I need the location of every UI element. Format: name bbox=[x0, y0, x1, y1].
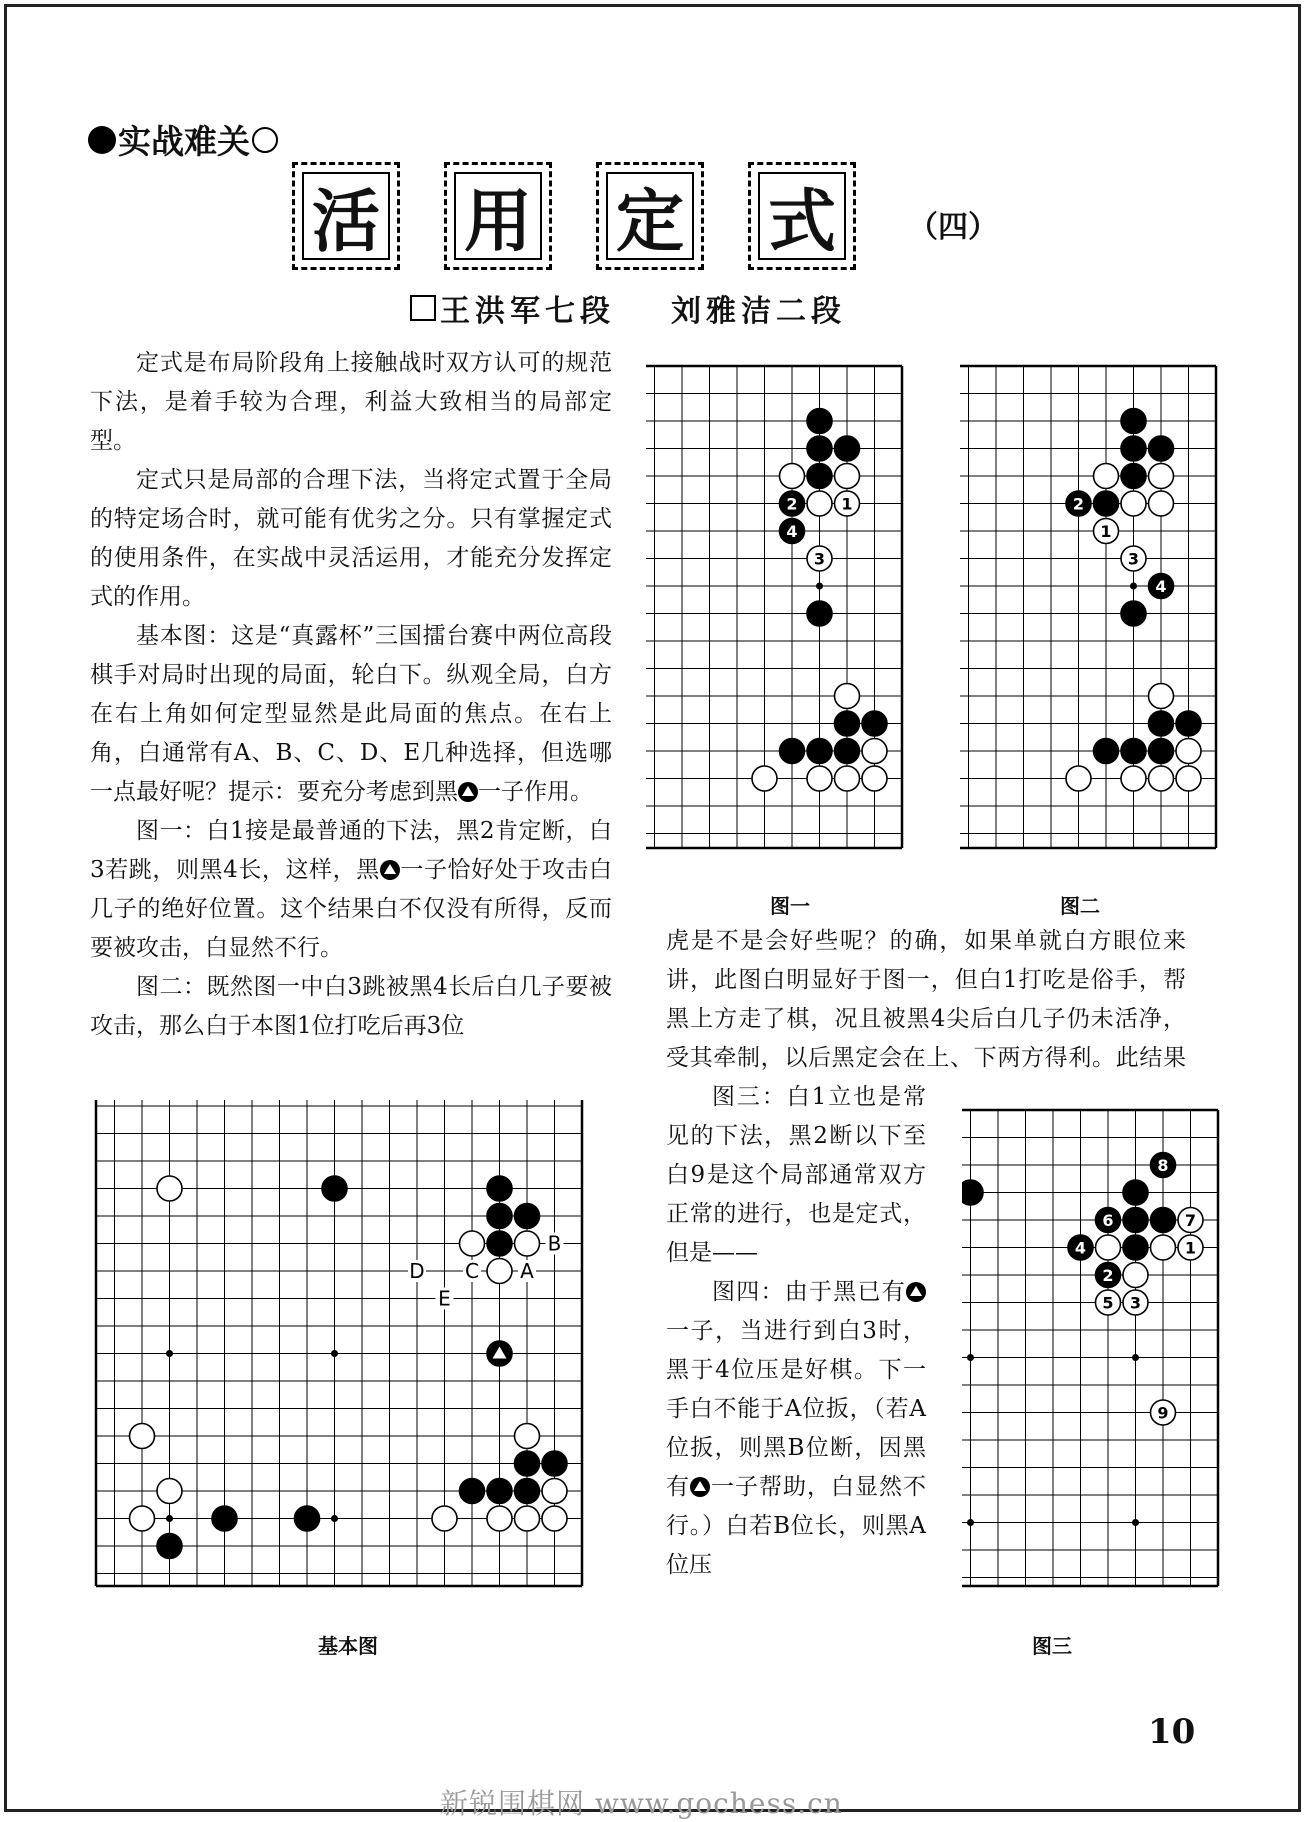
white-stone bbox=[542, 1479, 567, 1504]
black-stone bbox=[807, 409, 832, 434]
watermark: 新锐围棋网 www.gochess.cn bbox=[440, 1787, 843, 1820]
board-label: D bbox=[409, 1259, 425, 1283]
white-stone bbox=[157, 1479, 182, 1504]
star-point bbox=[816, 583, 823, 590]
black-stone bbox=[807, 739, 832, 764]
move-number: 5 bbox=[1102, 1293, 1114, 1313]
black-stone bbox=[835, 739, 860, 764]
black-stone bbox=[1123, 1208, 1148, 1233]
white-stone bbox=[515, 1231, 540, 1256]
narrow-column-text bbox=[666, 1078, 926, 1585]
black-stone bbox=[807, 436, 832, 461]
caption-fig3: 图三 bbox=[1032, 1634, 1072, 1658]
white-stone bbox=[1066, 766, 1091, 791]
paragraph: 图四：由于黑已有一子，当进行到白3时，黑于4位压是好棋。下一手白不能于A位扳，（若A位扳，则黑B位断，因黑有 一子帮助，白显然不行。）白若B位长，则黑A位压 bbox=[666, 1279, 926, 1578]
white-stone bbox=[1149, 684, 1174, 709]
black-stone bbox=[1176, 711, 1201, 736]
black-stone bbox=[460, 1479, 485, 1504]
author-2: 刘雅洁二段 bbox=[671, 294, 846, 329]
paragraph: 定式只是局部的合理下法，当将定式置于全局的特定场合时，就可能有优劣之分。只有掌握定式的使用条件，在实战中灵活运用，才能充分发挥定式的作用。 bbox=[90, 467, 612, 610]
triangle-stone-icon bbox=[380, 860, 400, 880]
move-number: 7 bbox=[1184, 1211, 1197, 1230]
white-stone bbox=[1149, 766, 1174, 791]
star-point bbox=[166, 1515, 173, 1522]
author-1: 王洪军七段 bbox=[440, 294, 615, 329]
move-number: 6 bbox=[1102, 1211, 1114, 1230]
column-label: 实战难关 bbox=[118, 122, 250, 161]
star-point bbox=[967, 1354, 974, 1361]
black-stone bbox=[1149, 436, 1174, 461]
paragraph: 图三：白1立也是常见的下法，黑2断以下至白9是这个局部通常双方正常的进行，也是定式，但是—— bbox=[666, 1084, 926, 1266]
move-number: 1 bbox=[1100, 522, 1112, 541]
black-stone bbox=[1123, 1180, 1148, 1205]
move-number: 2 bbox=[786, 494, 798, 514]
white-stone bbox=[515, 1424, 540, 1449]
black-stone bbox=[1121, 436, 1146, 461]
white-stone bbox=[807, 491, 832, 516]
mid-column-text bbox=[666, 922, 1186, 1078]
diagram-base bbox=[86, 1100, 592, 1596]
white-stone bbox=[130, 1424, 155, 1449]
white-dot-icon bbox=[252, 127, 278, 153]
white-stone bbox=[1121, 491, 1146, 516]
page-number: 10 bbox=[1148, 1712, 1196, 1752]
white-stone bbox=[515, 1506, 540, 1531]
black-stone bbox=[1123, 1235, 1148, 1260]
white-stone bbox=[1149, 491, 1174, 516]
triangle-stone-icon bbox=[458, 782, 478, 802]
paragraph: 图二：既然图一中白3跳被黑4长后白几子要被攻击，那么白于本图1位打吃后再3位 bbox=[90, 974, 612, 1039]
diagram-fig1 bbox=[646, 356, 912, 858]
black-stone bbox=[515, 1479, 540, 1504]
black-stone bbox=[487, 1231, 512, 1256]
black-stone bbox=[780, 739, 805, 764]
black-stone bbox=[322, 1176, 347, 1201]
white-stone bbox=[780, 464, 805, 489]
move-number: 4 bbox=[1155, 577, 1167, 596]
board-label: B bbox=[547, 1231, 562, 1256]
white-stone bbox=[862, 739, 887, 764]
black-stone bbox=[1121, 409, 1146, 434]
move-number: 3 bbox=[1129, 1293, 1142, 1313]
white-stone bbox=[1176, 739, 1201, 764]
title-char: 式 bbox=[748, 162, 856, 270]
article-title bbox=[292, 162, 856, 270]
black-stone bbox=[962, 1180, 983, 1205]
white-stone bbox=[1123, 1263, 1148, 1288]
star-point bbox=[1132, 1519, 1139, 1526]
white-stone bbox=[1176, 766, 1201, 791]
paragraph: 基本图：这是“真露杯”三国擂台赛中两位高段棋手对局时出现的局面，轮白下。纵观全局，白方在右上角如何定型显然是此局面的焦点。在右上角，白通常有A、B、C、D、E几种选择，但选哪一点最好呢？提示：要充分考虑到黑 一子作用。 bbox=[90, 623, 612, 805]
black-stone bbox=[487, 1204, 512, 1229]
author-box-icon bbox=[410, 295, 436, 321]
move-number: 2 bbox=[1072, 494, 1085, 514]
paragraph: 定式是布局阶段角上接触战时双方认可的规范下法，是着手较为合理，利益大致相当的局部定型。 bbox=[90, 350, 612, 454]
triangle-stone-icon bbox=[906, 1282, 926, 1302]
black-stone bbox=[862, 711, 887, 736]
title-suffix: （四） bbox=[908, 210, 998, 245]
black-stone bbox=[835, 711, 860, 736]
white-stone bbox=[835, 766, 860, 791]
black-stone bbox=[295, 1506, 320, 1531]
move-number: 3 bbox=[813, 549, 826, 569]
triangle-stone-icon bbox=[690, 1477, 710, 1497]
star-point bbox=[1130, 583, 1137, 590]
black-stone bbox=[212, 1506, 237, 1531]
white-stone bbox=[487, 1259, 512, 1284]
white-stone bbox=[835, 684, 860, 709]
black-stone bbox=[1121, 739, 1146, 764]
paragraph: 虎是不是会好些呢？的确，如果单就白方眼位来讲，此图白明显好于图一，但白1打吃是俗手，帮黑上方走了棋，况且被黑4尖后白几子仍未活净，受其牵制，以后黑定会在上、下两方得利。此结果 bbox=[666, 928, 1186, 1071]
black-stone bbox=[515, 1204, 540, 1229]
white-stone bbox=[460, 1231, 485, 1256]
white-stone bbox=[542, 1506, 567, 1531]
caption-fig2: 图二 bbox=[1060, 894, 1100, 918]
title-char: 活 bbox=[292, 162, 400, 270]
white-stone bbox=[157, 1176, 182, 1201]
black-stone bbox=[807, 464, 832, 489]
move-number: 4 bbox=[1074, 1238, 1087, 1258]
move-number: 1 bbox=[841, 494, 853, 514]
black-stone bbox=[487, 1479, 512, 1504]
white-stone bbox=[1151, 1235, 1176, 1260]
black-stone bbox=[487, 1176, 512, 1201]
white-stone bbox=[752, 766, 777, 791]
black-stone bbox=[1121, 601, 1146, 626]
black-stone bbox=[1151, 1208, 1176, 1233]
black-stone bbox=[157, 1534, 182, 1559]
board-grid bbox=[962, 1110, 1218, 1586]
white-stone bbox=[432, 1506, 457, 1531]
black-stone bbox=[1149, 711, 1174, 736]
paragraph: 图一：白1接是最普通的下法，黑2肯定断，白3若跳，则黑4长，这样，黑 一子恰好处于攻击白几子的绝好位置。这个结果白不仅没有所得，反而要被攻击，白显然不行。 bbox=[90, 818, 612, 961]
black-dot-icon bbox=[88, 126, 116, 154]
star-point bbox=[331, 1515, 338, 1522]
star-point bbox=[166, 1350, 173, 1357]
white-stone bbox=[1149, 464, 1174, 489]
star-point bbox=[1132, 1354, 1139, 1361]
move-number: 1 bbox=[1184, 1238, 1197, 1258]
white-stone bbox=[1094, 464, 1119, 489]
black-stone bbox=[835, 436, 860, 461]
white-stone bbox=[130, 1506, 155, 1531]
move-number: 3 bbox=[1127, 549, 1140, 569]
black-stone bbox=[807, 601, 832, 626]
authors-line bbox=[410, 286, 846, 330]
black-stone bbox=[515, 1451, 540, 1476]
board-label: E bbox=[438, 1286, 451, 1311]
white-stone bbox=[807, 766, 832, 791]
board-label: A bbox=[520, 1259, 534, 1283]
column-tag bbox=[88, 116, 278, 163]
board-label: C bbox=[465, 1259, 479, 1283]
white-stone bbox=[487, 1506, 512, 1531]
black-stone bbox=[1094, 491, 1119, 516]
title-char: 用 bbox=[444, 162, 552, 270]
white-stone bbox=[1121, 766, 1146, 791]
diagram-fig2 bbox=[960, 356, 1226, 858]
black-stone bbox=[542, 1451, 567, 1476]
title-char: 定 bbox=[596, 162, 704, 270]
star-point bbox=[331, 1350, 338, 1357]
diagram-fig3 bbox=[962, 1100, 1228, 1596]
black-stone bbox=[1121, 464, 1146, 489]
black-stone bbox=[1149, 739, 1174, 764]
caption-fig1: 图一 bbox=[770, 894, 810, 918]
caption-base: 基本图 bbox=[318, 1634, 378, 1658]
move-number: 9 bbox=[1157, 1403, 1169, 1423]
move-number: 8 bbox=[1157, 1156, 1169, 1175]
move-number: 2 bbox=[1102, 1266, 1114, 1285]
left-column-text bbox=[90, 344, 612, 1046]
star-point bbox=[967, 1519, 974, 1526]
white-stone bbox=[1096, 1235, 1121, 1260]
white-stone bbox=[835, 464, 860, 489]
white-stone bbox=[862, 766, 887, 791]
move-number: 4 bbox=[786, 522, 798, 541]
black-stone bbox=[1094, 739, 1119, 764]
